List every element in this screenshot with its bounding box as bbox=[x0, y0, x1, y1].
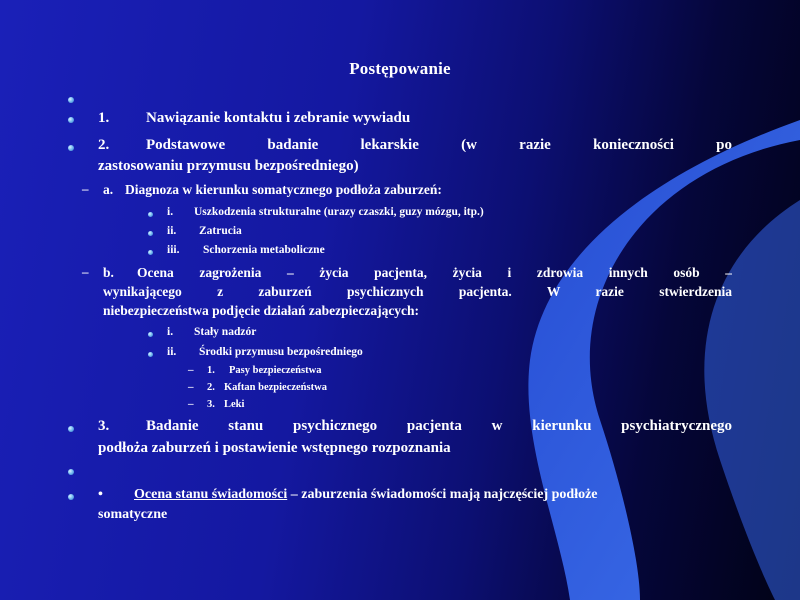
item-number: 1. bbox=[98, 110, 110, 126]
sub-item-a-ii bbox=[167, 224, 727, 239]
list-item-3-line2: podłoża zaburzeń i postawienie wstępnego rozpoznania bbox=[98, 440, 451, 456]
item-text: Nawiązanie kontaktu i zebranie wywiadu bbox=[146, 110, 411, 126]
bullet-icon bbox=[68, 97, 74, 103]
item-number: i. bbox=[167, 206, 174, 218]
sub-item-a bbox=[103, 181, 732, 199]
list-item-2 bbox=[98, 135, 732, 156]
underlined-term: Ocena stanu świadomości bbox=[134, 487, 288, 502]
slide-title: Postępowanie bbox=[349, 59, 451, 78]
item-number: iii. bbox=[167, 244, 180, 256]
bullet-icon bbox=[68, 469, 74, 475]
item-text: Schorzenia metaboliczne bbox=[203, 244, 325, 256]
dash-marker: – bbox=[188, 381, 194, 393]
item-number: 3. bbox=[207, 399, 215, 410]
item-text: Uszkodzenia strukturalne (urazy czaszki, guzy mózgu, itp.) bbox=[194, 206, 484, 218]
item-text: Zatrucia bbox=[199, 225, 242, 237]
measure-item-2 bbox=[207, 381, 727, 395]
dash-marker: – bbox=[188, 398, 194, 410]
item-text: Kaftan bezpieczeństwa bbox=[224, 382, 327, 393]
bullet-icon bbox=[68, 494, 74, 500]
item-number: 3. bbox=[98, 418, 110, 434]
dash-marker: – bbox=[82, 181, 89, 196]
item-number: 2. bbox=[98, 137, 110, 153]
sub-item-b-ii bbox=[167, 345, 727, 360]
list-item-1 bbox=[98, 108, 732, 129]
item-marker: • bbox=[98, 487, 103, 502]
measure-item-1 bbox=[207, 364, 727, 378]
sub-item-b-i bbox=[167, 325, 727, 340]
item-number: a. bbox=[103, 182, 114, 197]
bullet-icon bbox=[68, 117, 74, 123]
bullet-icon bbox=[148, 352, 153, 357]
item-text: Stały nadzór bbox=[194, 326, 257, 338]
item-number: 2. bbox=[207, 382, 215, 393]
measure-item-3 bbox=[207, 398, 727, 412]
item-text: Pasy bezpieczeństwa bbox=[229, 365, 322, 376]
sub-item-a-iii bbox=[167, 243, 727, 258]
sub-item-a-i bbox=[167, 205, 727, 220]
sub-item-b-line3: niebezpieczeństwa podjęcie działań zabezpieczających: bbox=[103, 303, 420, 318]
bullet-icon bbox=[148, 231, 153, 236]
item-number: ii. bbox=[167, 346, 177, 358]
bullet-icon bbox=[148, 332, 153, 337]
item-number: ii. bbox=[167, 225, 177, 237]
bullet-icon bbox=[68, 145, 74, 151]
bullet-icon bbox=[68, 426, 74, 432]
dash-marker: – bbox=[188, 364, 194, 376]
bullet-icon bbox=[148, 212, 153, 217]
item-number: b. bbox=[103, 265, 114, 280]
list-item-consciousness-line2: somatyczne bbox=[98, 507, 168, 522]
bullet-icon bbox=[148, 250, 153, 255]
list-item-3 bbox=[98, 416, 732, 437]
item-text: Środki przymusu bezpośredniego bbox=[199, 346, 363, 358]
item-text: Badanie stanu psychicznego pacjenta w kierunku psychiatrycznego bbox=[146, 418, 732, 434]
list-item-2-line2: zastosowaniu przymusu bezpośredniego) bbox=[98, 158, 359, 174]
dash-marker: – bbox=[82, 264, 89, 279]
sub-item-b-line2 bbox=[103, 283, 732, 301]
item-text: Leki bbox=[224, 399, 245, 410]
item-text: wynikającego z zaburzeń psychicznych pacjenta. W razie stwierdzenia bbox=[103, 284, 732, 299]
item-text: – zaburzenia świadomości mają najczęściej podłoże bbox=[287, 487, 598, 502]
item-text: Podstawowe badanie lekarskie (w razie konieczności po bbox=[146, 137, 732, 153]
item-text: Ocena zagrożenia – życia pacjenta, życia i zdrowia innych osób – bbox=[137, 265, 732, 280]
item-number: i. bbox=[167, 326, 174, 338]
item-number: 1. bbox=[207, 365, 215, 376]
item-text: Diagnoza w kierunku somatycznego podłoża zaburzeń: bbox=[125, 182, 442, 197]
list-item-consciousness bbox=[98, 484, 732, 505]
sub-item-b bbox=[103, 264, 732, 282]
